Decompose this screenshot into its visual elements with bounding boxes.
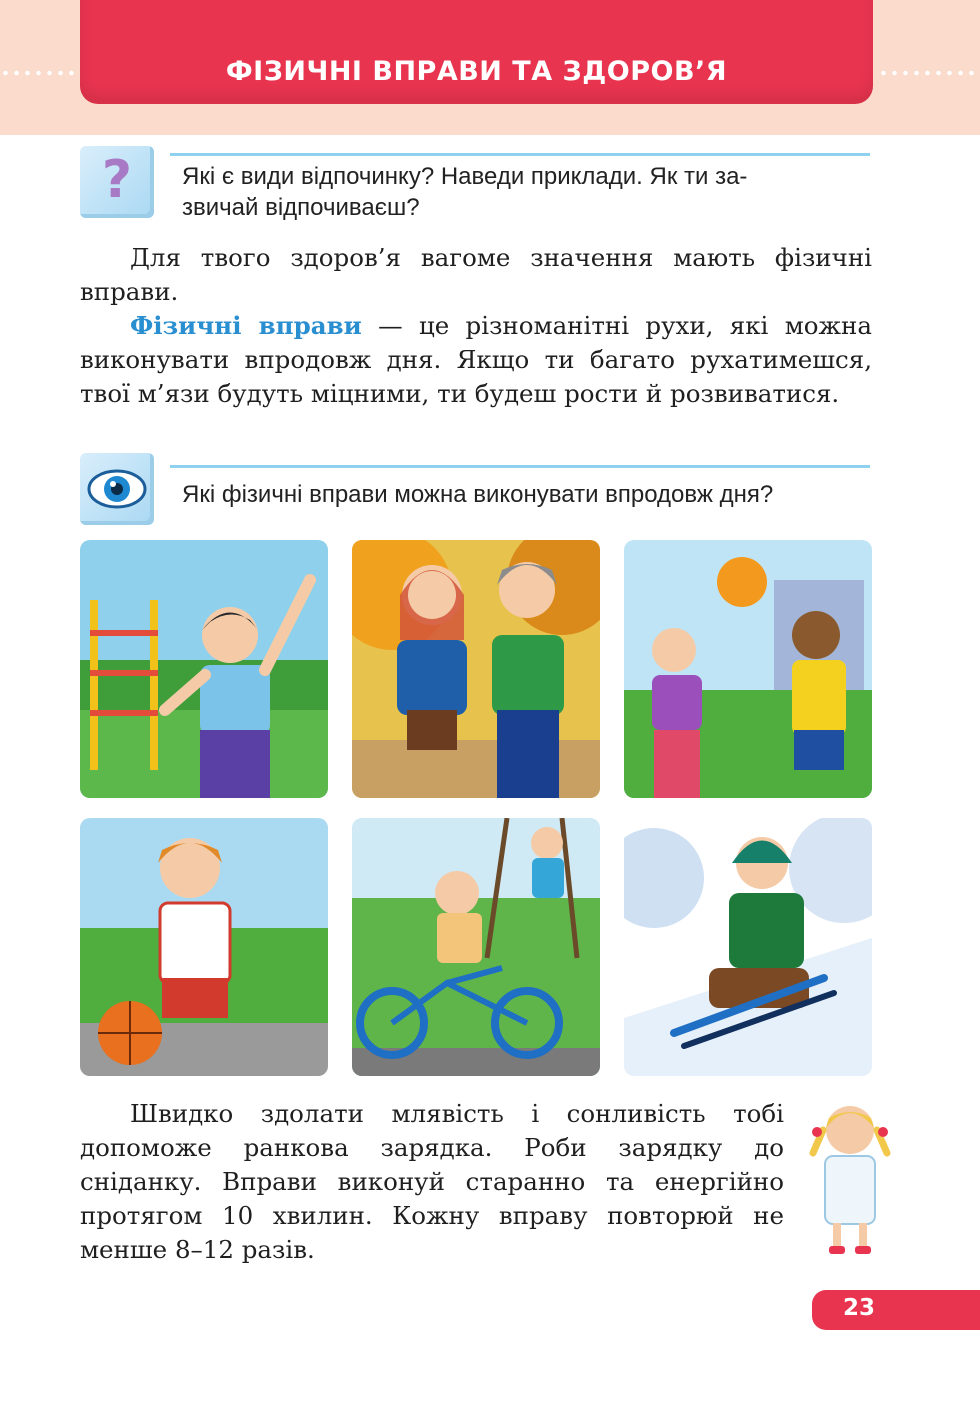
boy-sledding-illustration (624, 818, 872, 1076)
dots-left (0, 70, 78, 76)
girl-exercising-illustration (80, 540, 328, 798)
dots-right (878, 70, 980, 76)
question-mark-icon: ? (80, 146, 154, 218)
paragraph-2-rest: — це різноманітні рухи, які можна виконувати впродовж дня. Якщо ти багато рухатимешся, твої м’язи будуть міцними, ти будеш рости й розвиватися. (80, 311, 872, 408)
children-walking-autumn-illustration (352, 540, 600, 798)
page-number: 23 (842, 1295, 875, 1321)
chapter-title: ФІЗИЧНІ ВПРАВИ ТА ЗДОРОВ’Я (225, 56, 728, 87)
intro-text (80, 241, 872, 411)
children-cycling-swing-illustration (352, 818, 600, 1076)
question-line-2: звичай відпочиваєш? (182, 194, 420, 221)
observe-text: Які фізичні вправи можна виконувати впродовж дня? (182, 481, 774, 508)
boy-basketball-illustration (80, 818, 328, 1076)
paragraph-1: Для твого здоров’я вагоме значення мають фізичні вправи. (80, 243, 872, 306)
eye-icon (80, 453, 154, 525)
term-physical-exercises: Фізичні вправи (130, 311, 362, 340)
paragraph-2 (80, 309, 872, 411)
page-number-tab (812, 1290, 980, 1330)
girl-doctor-illustration (805, 1098, 895, 1258)
question-rule (170, 153, 870, 156)
children-playing-ball-illustration (624, 540, 872, 798)
paragraph-3: Швидко здолати млявість і сонливість тобі допоможе ранкова зарядка. Роби зарядку до сніданку. Вправи виконуй старанно та енергійно протягом 10 хвилин. Кожну вправу повторюй не менше 8–12 разів. (80, 1099, 784, 1264)
question-text (182, 161, 862, 223)
observe-rule (170, 465, 870, 468)
morning-exercise-text (80, 1097, 784, 1267)
question-line-1: Які є види відпочинку? Наведи приклади. Як ти за- (182, 163, 748, 190)
chapter-header (80, 0, 873, 104)
